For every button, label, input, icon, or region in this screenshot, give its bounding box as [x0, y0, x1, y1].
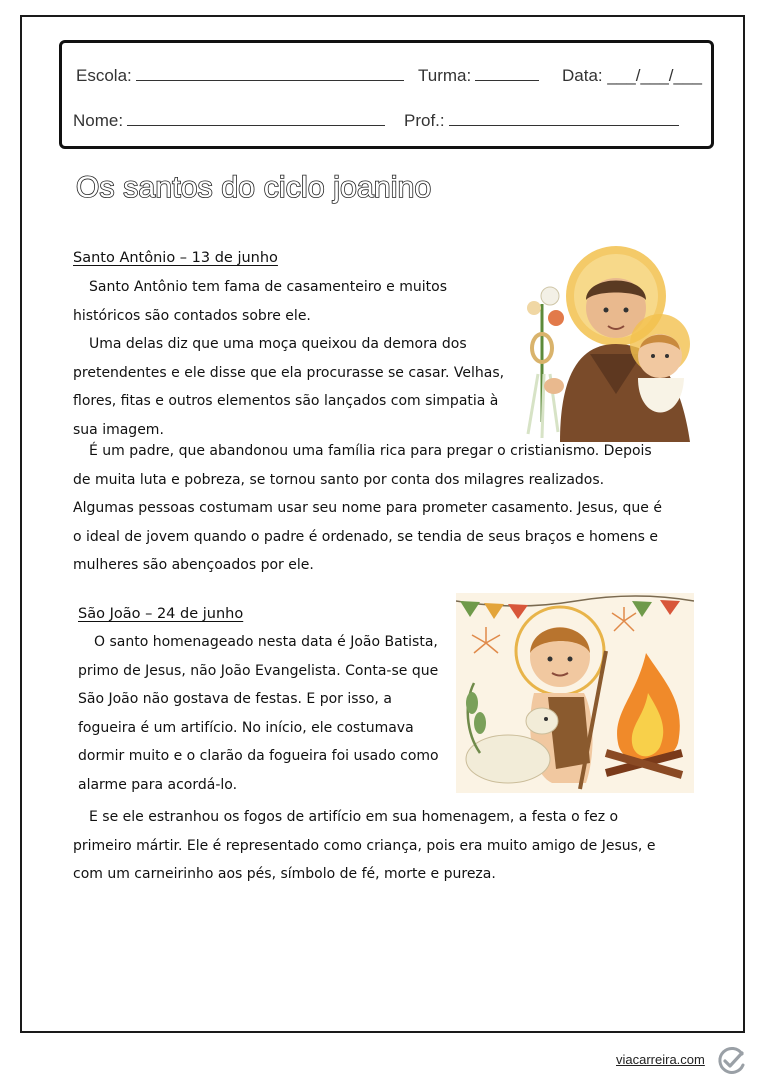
- text-line: dormir muito e o clarão da fogueira foi usado como: [78, 748, 439, 765]
- escola-line[interactable]: [136, 66, 404, 81]
- sao-joao-heading: São João – 24 de junho: [78, 606, 244, 622]
- student-info-box: [59, 40, 714, 149]
- text-line: de muita luta e pobreza, se tornou santo por conta dos milagres realizados.: [73, 471, 605, 488]
- text-line: Algumas pessoas costumam usar seu nome para prometer casamento. Jesus, que é: [73, 500, 662, 517]
- footer-site-link[interactable]: viacarreira.com: [616, 1052, 705, 1067]
- text-line: flores, fitas e outros elementos são lançados com simpatia à: [73, 393, 499, 410]
- saint-john-with-lamb-and-bonfire-icon: [456, 593, 694, 797]
- text-line: O santo homenageado nesta data é João Batista,: [94, 634, 438, 650]
- turma-field[interactable]: [418, 66, 539, 86]
- text-line: alarme para acordá-lo.: [78, 776, 238, 793]
- nome-field[interactable]: [73, 111, 385, 131]
- santo-antonio-heading: Santo Antônio – 13 de junho: [73, 250, 278, 266]
- text-line: Santo Antônio tem fama de casamenteiro e muitos: [89, 279, 447, 295]
- text-line: pretendentes e ele disse que ela procurasse se casar. Velhas,: [73, 364, 505, 381]
- saint-anthony-with-child-icon: [520, 244, 696, 446]
- escola-field[interactable]: [76, 66, 404, 86]
- nome-label: Nome:: [73, 111, 124, 130]
- santo-antonio-paragraph-b: [73, 437, 698, 580]
- text-line: mulheres são abençoados por ele.: [73, 557, 314, 574]
- text-line: E se ele estranhou os fogos de artifício em sua homenagem, a festa o fez o: [89, 809, 619, 825]
- escola-label: Escola:: [76, 66, 132, 85]
- data-field[interactable]: [562, 66, 702, 86]
- sao-joao-paragraph-a: [78, 628, 478, 800]
- text-line: fogueira é um artifício. No início, ele costumava: [78, 719, 414, 736]
- santo-antonio-paragraph-a: [73, 273, 518, 445]
- prof-field[interactable]: [404, 111, 679, 131]
- text-line: É um padre, que abandonou uma família rica para pregar o cristianismo. Depois: [89, 443, 652, 459]
- text-line: São João não gostava de festas. E por isso, a: [78, 691, 392, 708]
- nome-line[interactable]: [127, 111, 385, 126]
- data-label: Data: ___/___/___: [562, 66, 702, 85]
- page-title: Os santos do ciclo joanino: [76, 171, 432, 204]
- turma-label: Turma:: [418, 66, 472, 85]
- turma-line[interactable]: [475, 66, 539, 81]
- checkmark-logo-icon: [716, 1046, 746, 1080]
- prof-label: Prof.:: [404, 111, 445, 130]
- text-line: Uma delas diz que uma moça queixou da demora dos: [89, 336, 467, 353]
- prof-line[interactable]: [449, 111, 679, 126]
- text-line: com um carneirinho aos pés, símbolo de fé, morte e pureza.: [73, 866, 496, 883]
- text-line: sua imagem.: [73, 421, 164, 438]
- text-line: históricos são contados sobre ele.: [73, 307, 311, 324]
- text-line: primo de Jesus, não João Evangelista. Conta-se que: [78, 662, 439, 679]
- text-line: primeiro mártir. Ele é representado como criança, pois era muito amigo de Jesus, e: [73, 837, 656, 854]
- text-line: o ideal de jovem quando o padre é ordenado, se tendia de seus braços e homens e: [73, 528, 658, 545]
- sao-joao-paragraph-b: [73, 803, 703, 889]
